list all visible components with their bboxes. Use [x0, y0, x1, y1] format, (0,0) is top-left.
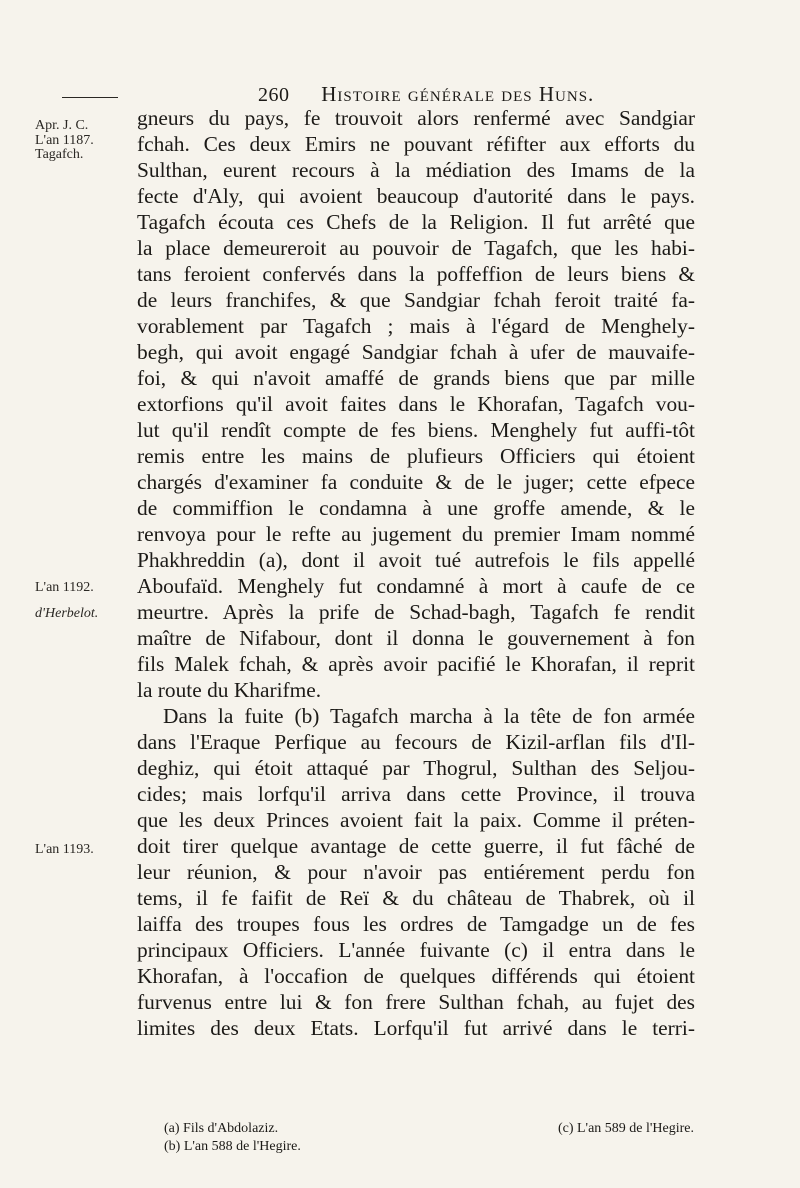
text-line: dans l'Eraque Perfique au fecours de Kizil-arflan fils d'Il-: [137, 730, 695, 754]
margin-note: Apr. J. C.: [35, 118, 89, 133]
text-line: foi, & qui n'avoit amaffé de grands biens que par mille: [137, 366, 695, 390]
text-line: maître de Nifabour, dont il donna le gouvernement à fon: [137, 626, 695, 650]
text-line: meurtre. Après la prife de Schad-bagh, Tagafch fe rendit: [137, 600, 695, 624]
body-text: [137, 105, 695, 1041]
text-line: fchah. Ces deux Emirs ne pouvant réfifter aux efforts du: [137, 132, 695, 156]
footnote-a: (a) Fils d'Abdolaziz.: [164, 1121, 279, 1136]
text-line: Tagafch écouta ces Chefs de la Religion. Il fut arrêté que: [137, 210, 695, 234]
text-line: furvenus entre lui & fon frere Sulthan fchah, au fujet des: [137, 990, 695, 1014]
text-line: vorablement par Tagafch ; mais à l'égard de Menghely-: [137, 314, 695, 338]
text-line: la place demeureroit au pouvoir de Tagafch, que les habi-: [137, 236, 695, 260]
text-line: remis entre les mains de plufieurs Officiers qui étoient: [137, 444, 695, 468]
footnotes: [164, 1120, 694, 1156]
text-line: laiffa des troupes fous les ordres de Tamgadge un de fes: [137, 912, 695, 936]
margin-rule: [62, 97, 118, 98]
text-line: limites des deux Etats. Lorfqu'il fut arrivé dans le terri-: [137, 1016, 695, 1040]
running-title: Histoire générale des Huns.: [321, 82, 595, 106]
margin-note: Tagafch.: [35, 147, 84, 162]
margin-note: L'an 1187.: [35, 133, 94, 148]
text-line: tems, il fe faifit de Reï & du château de Thabrek, où il: [137, 886, 695, 910]
margin-note: L'an 1192.: [35, 580, 94, 595]
text-line: cides; mais lorfqu'il arriva dans cette Province, il trouva: [137, 782, 695, 806]
text-line: gneurs du pays, fe trouvoit alors renfermé avec Sandgiar: [137, 106, 695, 130]
text-line: que les deux Princes avoient fait la paix. Comme il préten-: [137, 808, 695, 832]
text-line: de leurs franchifes, & que Sandgiar fchah feroit traité fa-: [137, 288, 695, 312]
text-line: tans feroient confervés dans la poffeffion de leurs biens &: [137, 262, 695, 286]
text-line: Dans la fuite (b) Tagafch marcha à la tête de fon armée: [163, 704, 695, 728]
margin-note: d'Herbelot.: [35, 606, 99, 621]
text-line: renvoya pour le refte au jugement du premier Imam nommé: [137, 522, 695, 546]
text-line: Phakhreddin (a), dont il avoit tué autrefois le fils appellé: [137, 548, 695, 572]
text-line: principaux Officiers. L'année fuivante (c) il entra dans le: [137, 938, 695, 962]
page-number: 260: [258, 84, 290, 106]
text-line: deghiz, qui étoit attaqué par Thogrul, Sulthan des Seljou-: [137, 756, 695, 780]
text-line: fils Malek fchah, & après avoir pacifié le Khorafan, il reprit: [137, 652, 695, 676]
text-line: fecte d'Aly, qui avoient beaucoup d'autorité dans le pays.: [137, 184, 695, 208]
text-line: lut qu'il rendît compte de fes biens. Menghely fut auffi-tôt: [137, 418, 695, 442]
text-line: doit tirer quelque avantage de cette guerre, il fut fâché de: [137, 834, 695, 858]
text-line: leur réunion, & pour n'avoir pas entiérement perdu fon: [137, 860, 695, 884]
text-line: Sulthan, eurent recours à la médiation des Imams de la: [137, 158, 695, 182]
text-line: Aboufaïd. Menghely fut condamné à mort à caufe de ce: [137, 574, 695, 598]
footnote-c: (c) L'an 589 de l'Hegire.: [557, 1121, 694, 1136]
text-line: begh, qui avoit engagé Sandgiar fchah à ufer de mauvaife-: [137, 340, 695, 364]
text-line: Khorafan, à l'occafion de quelques différends qui étoient: [137, 964, 695, 988]
text-line: de commiffion le condamna à une groffe amende, & le: [137, 496, 695, 520]
margin-note: L'an 1193.: [35, 842, 94, 857]
footnote-b: (b) L'an 588 de l'Hegire.: [164, 1139, 301, 1154]
text-line: chargés d'examiner fa conduite & de le juger; cette efpece: [137, 470, 695, 494]
text-line: la route du Kharifme.: [137, 678, 322, 702]
text-line: extorfions qu'il avoit faites dans le Khorafan, Tagafch vou-: [137, 392, 695, 416]
